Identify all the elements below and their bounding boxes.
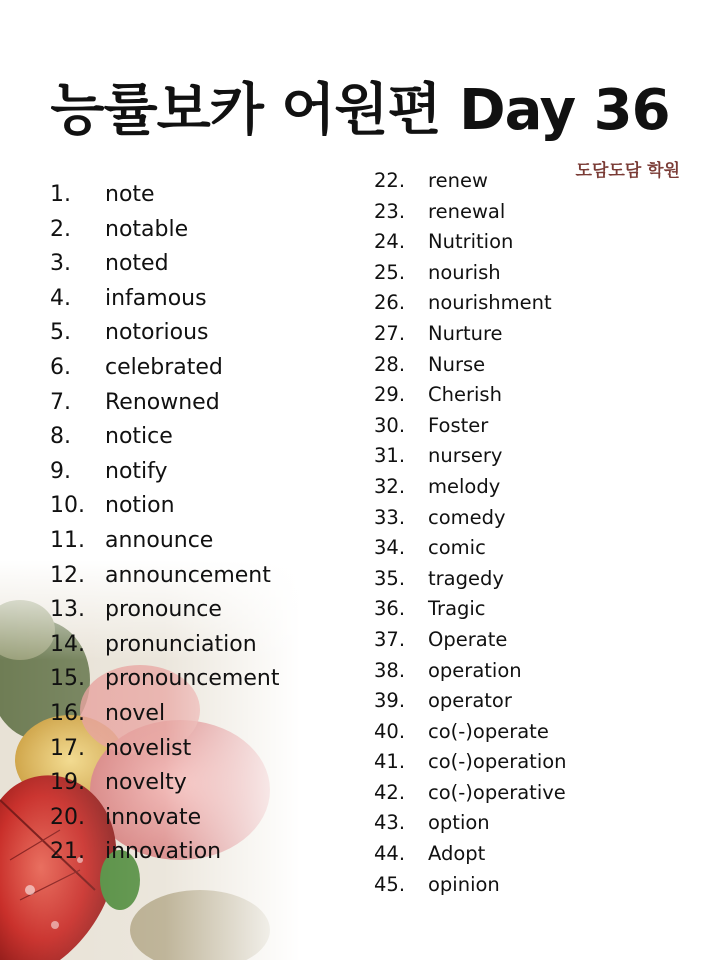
item-number: 24. <box>374 230 406 254</box>
item-number: 29. <box>374 383 406 407</box>
item-word: Foster <box>428 413 489 437</box>
page-title: 능률보카 어원편 Day 36 <box>50 78 670 143</box>
item-number: 19. <box>50 770 85 796</box>
list-item <box>50 770 279 805</box>
item-word: nourish <box>428 260 501 284</box>
item-number: 14. <box>50 631 85 657</box>
item-word: tragedy <box>428 566 504 590</box>
item-number: 42. <box>374 780 406 804</box>
item-number: 5. <box>50 320 71 346</box>
item-word: opinion <box>428 872 500 896</box>
item-number: 34. <box>374 536 406 560</box>
item-number: 13. <box>50 597 85 623</box>
item-number: 3. <box>50 251 71 277</box>
item-word: Nurture <box>428 321 503 345</box>
item-number: 17. <box>50 735 85 761</box>
list-item <box>374 200 567 231</box>
item-word: operation <box>428 658 522 682</box>
item-number: 1. <box>50 182 71 207</box>
list-item <box>374 506 567 537</box>
item-word: comic <box>428 536 486 560</box>
list-item <box>374 659 567 690</box>
item-word: announcement <box>105 562 271 588</box>
list-item <box>50 320 279 355</box>
list-item <box>374 597 567 628</box>
list-item <box>374 811 567 842</box>
item-number: 38. <box>374 658 406 682</box>
item-number: 11. <box>50 527 85 553</box>
item-word: celebrated <box>105 354 223 380</box>
item-word: notice <box>105 424 173 450</box>
item-word: melody <box>428 474 501 498</box>
list-item <box>374 536 567 567</box>
list-item <box>50 355 279 390</box>
item-word: renew <box>428 169 488 192</box>
item-number: 4. <box>50 285 71 311</box>
item-word: comedy <box>428 505 506 529</box>
list-item <box>374 169 567 200</box>
item-number: 41. <box>374 750 406 774</box>
list-item <box>374 291 567 322</box>
item-number: 8. <box>50 424 71 450</box>
word-list-left <box>50 182 279 874</box>
item-word: co(-)operation <box>428 750 567 774</box>
list-item <box>50 217 279 252</box>
list-item <box>374 414 567 445</box>
item-word: operator <box>428 689 512 713</box>
list-item <box>50 182 279 217</box>
item-number: 21. <box>50 839 85 865</box>
item-word: infamous <box>105 285 207 311</box>
item-word: pronouncement <box>105 666 280 692</box>
item-number: 37. <box>374 627 406 651</box>
item-word: Tragic <box>428 597 486 621</box>
list-item <box>50 528 279 563</box>
item-number: 23. <box>374 199 406 223</box>
item-number: 33. <box>374 505 406 529</box>
item-number: 44. <box>374 842 406 866</box>
item-word: co(-)operate <box>428 719 549 743</box>
item-word: Nurse <box>428 352 486 376</box>
list-item <box>374 873 567 904</box>
item-word: Adopt <box>428 842 486 866</box>
item-word: pronounce <box>105 597 222 623</box>
item-word: novelist <box>105 735 192 761</box>
list-item <box>50 597 279 632</box>
item-number: 26. <box>374 291 406 315</box>
item-number: 6. <box>50 354 71 380</box>
item-word: nursery <box>428 444 503 468</box>
item-word: announce <box>105 527 214 553</box>
item-number: 2. <box>50 216 71 242</box>
list-item <box>50 459 279 494</box>
item-number: 35. <box>374 566 406 590</box>
list-item <box>50 736 279 771</box>
list-item <box>374 475 567 506</box>
list-item <box>50 701 279 736</box>
item-word: pronunciation <box>105 631 257 657</box>
item-number: 20. <box>50 804 85 830</box>
item-number: 43. <box>374 811 406 835</box>
item-number: 36. <box>374 597 406 621</box>
item-number: 31. <box>374 444 406 468</box>
item-word: notable <box>105 216 189 242</box>
item-number: 39. <box>374 689 406 713</box>
item-number: 9. <box>50 458 71 484</box>
list-item <box>374 842 567 873</box>
item-word: notion <box>105 493 175 519</box>
item-number: 32. <box>374 474 406 498</box>
list-item <box>50 666 279 701</box>
item-word: Operate <box>428 627 508 651</box>
list-item <box>50 563 279 598</box>
item-number: 45. <box>374 872 406 896</box>
list-item <box>50 839 279 874</box>
list-item <box>374 750 567 781</box>
list-item <box>374 689 567 720</box>
item-number: 22. <box>374 169 406 192</box>
list-item <box>50 424 279 459</box>
list-item <box>50 632 279 667</box>
list-item <box>374 230 567 261</box>
list-item <box>374 567 567 598</box>
academy-name: 도담도담 학원 <box>575 161 680 181</box>
list-item <box>374 322 567 353</box>
item-number: 16. <box>50 700 85 726</box>
list-item <box>50 493 279 528</box>
item-word: notify <box>105 458 168 484</box>
item-word: notorious <box>105 320 209 346</box>
item-word: innovation <box>105 839 222 865</box>
item-word: co(-)operative <box>428 780 566 804</box>
word-list-right <box>374 169 567 903</box>
list-item <box>374 720 567 751</box>
item-number: 15. <box>50 666 85 692</box>
list-item <box>50 251 279 286</box>
list-item <box>374 261 567 292</box>
item-word: innovate <box>105 804 202 830</box>
list-item <box>374 383 567 414</box>
list-item <box>374 444 567 475</box>
list-item <box>50 805 279 840</box>
item-number: 27. <box>374 321 406 345</box>
item-number: 25. <box>374 260 406 284</box>
item-word: noted <box>105 251 169 277</box>
item-number: 10. <box>50 493 85 519</box>
list-item <box>374 628 567 659</box>
item-word: nourishment <box>428 291 552 315</box>
item-number: 28. <box>374 352 406 376</box>
item-word: Nutrition <box>428 230 514 254</box>
item-number: 12. <box>50 562 85 588</box>
item-number: 40. <box>374 719 406 743</box>
item-word: Cherish <box>428 383 502 407</box>
item-word: renewal <box>428 199 506 223</box>
item-word: novel <box>105 700 166 726</box>
item-number: 7. <box>50 389 71 415</box>
list-item <box>374 353 567 384</box>
list-item <box>374 781 567 812</box>
item-word: note <box>105 182 155 207</box>
list-item <box>50 390 279 425</box>
item-number: 30. <box>374 413 406 437</box>
item-word: option <box>428 811 490 835</box>
item-word: Renowned <box>105 389 220 415</box>
list-item <box>50 286 279 321</box>
item-word: novelty <box>105 770 187 796</box>
